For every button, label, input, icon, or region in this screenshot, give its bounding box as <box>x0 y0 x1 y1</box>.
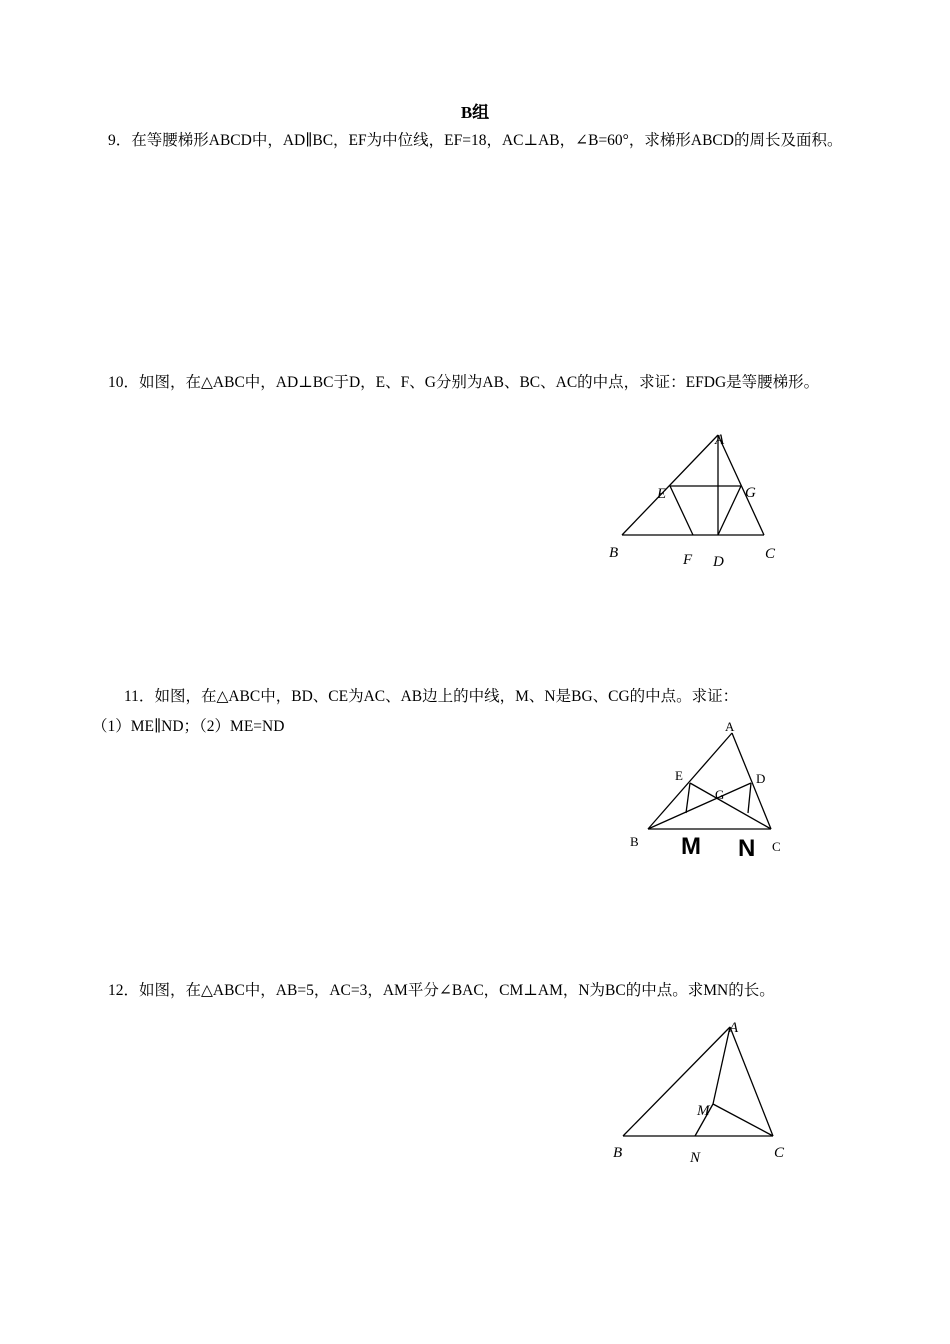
problem-11-text-line2: （1）ME∥ND；（2）ME=ND <box>92 718 285 735</box>
label-d: D <box>713 554 724 570</box>
figure-problem-11 <box>620 712 790 862</box>
label-n: N <box>690 1150 701 1166</box>
segment-ce <box>690 783 771 829</box>
label-m: M <box>697 1103 710 1119</box>
label-b: B <box>613 1145 623 1161</box>
figure-problem-10 <box>600 425 800 575</box>
figure-problem-12 <box>600 1012 800 1172</box>
label-c: C <box>774 1145 785 1161</box>
label-b: B <box>630 834 639 849</box>
segment-ab <box>623 1027 730 1136</box>
label-f: F <box>683 552 693 568</box>
label-d: D <box>756 771 766 786</box>
problem-12-number: 12． <box>108 982 140 999</box>
problem-10 <box>92 368 862 398</box>
problem-9 <box>92 126 862 156</box>
problem-11-text-line1: 如图，在△ABC中，BD、CE为AC、AB边上的中线，M、N是BG、CG的中点。求证： <box>154 688 739 705</box>
problem-11-number: 11． <box>124 688 155 705</box>
section-title: B组 <box>460 103 490 122</box>
problem-12-text: 如图，在△ABC中，AB=5，AC=3，AM平分∠BAC，CM⊥AM，N为BC的中点。求MN的长。 <box>139 982 775 999</box>
label-c: C <box>765 546 776 562</box>
label-n: N <box>738 835 756 862</box>
label-a: A <box>715 432 725 448</box>
segment-ab <box>648 733 732 829</box>
problem-12 <box>92 976 862 1006</box>
segment-cm <box>713 1104 773 1136</box>
segment-ef <box>670 486 693 535</box>
label-a: A <box>725 719 735 734</box>
problem-9-text: 在等腰梯形ABCD中，AD∥BC，EF为中位线，EF=18，AC⊥AB，∠B=60°，求梯形ABCD的周长及面积。 <box>131 132 843 149</box>
segment-ab <box>622 435 718 535</box>
problem-10-number: 10． <box>108 374 140 391</box>
label-e: E <box>675 768 683 783</box>
segment-me <box>686 783 690 813</box>
label-m: M <box>681 833 701 860</box>
label-g: G <box>745 485 756 501</box>
label-c: C <box>772 839 781 854</box>
problem-10-text: 如图，在△ABC中，AD⊥BC于D，E、F、G分别为AB、BC、AC的中点，求证：EFDG是等腰梯形。 <box>139 374 820 391</box>
problem-9-number: 9． <box>108 132 132 149</box>
label-b: B <box>609 545 619 561</box>
label-a: A <box>729 1020 739 1036</box>
label-g: G <box>715 787 725 802</box>
label-e: E <box>657 486 667 502</box>
segment-gd <box>718 486 741 535</box>
segment-am <box>713 1027 730 1104</box>
segment-bd <box>648 783 751 829</box>
segment-nd <box>748 783 751 813</box>
segment-ac <box>730 1027 773 1136</box>
